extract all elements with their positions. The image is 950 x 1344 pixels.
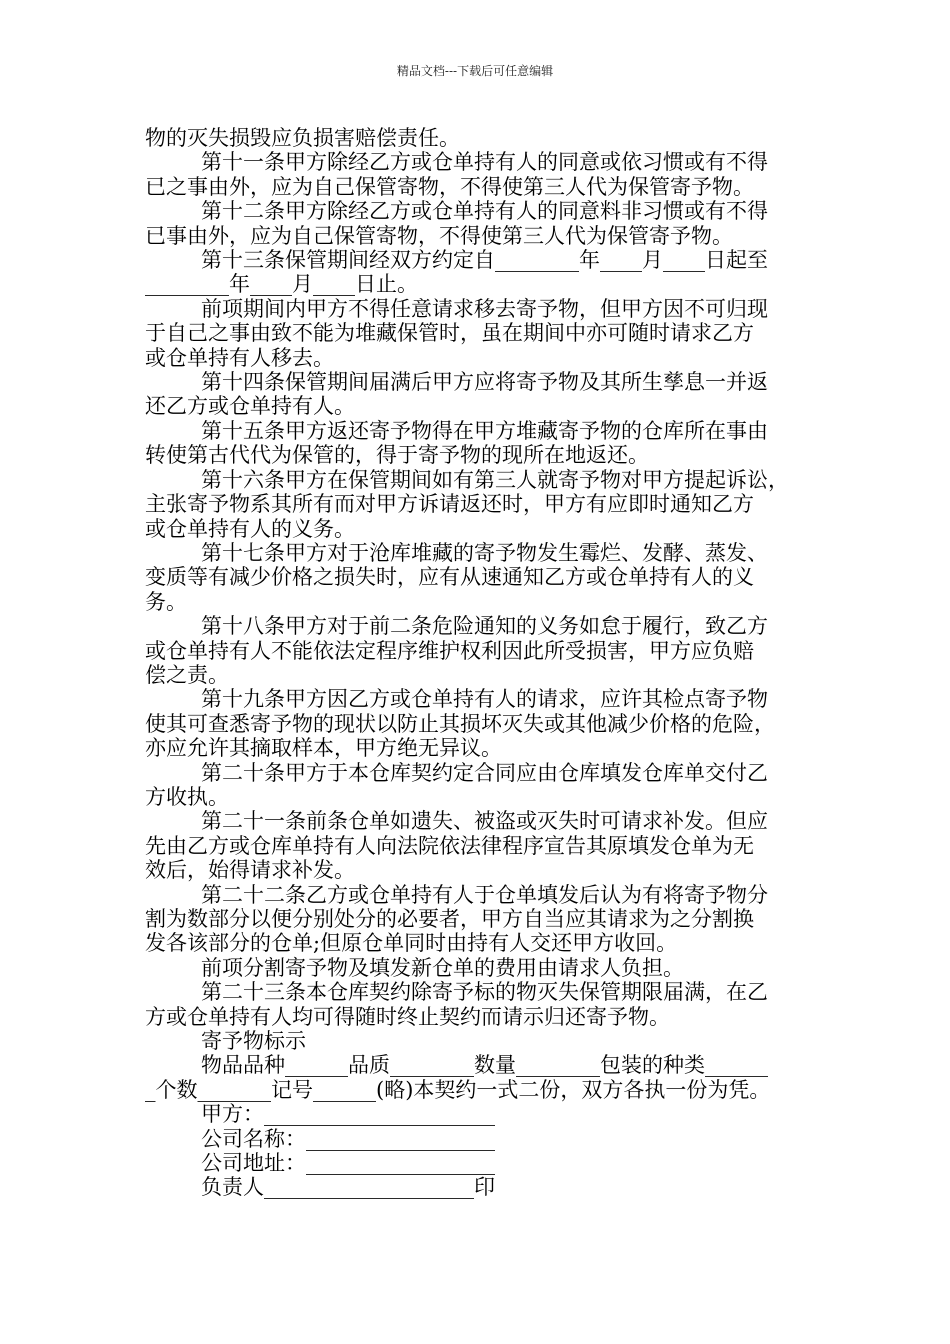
text-line: _个数_______记号______(略)本契约一式二份，双方各执一份为凭。 (145, 1077, 771, 1102)
text-line: 或仓单持有人移去。 (145, 345, 334, 370)
text-line: 亦应允许其摘取样本，甲方绝无异议。 (145, 736, 502, 761)
text-line: 第十八条甲方对于前二条危险通知的义务如怠于履行，致乙方 (201, 614, 768, 639)
text-line: 主张寄予物系其所有而对甲方诉请返还时，甲方有应即时通知乙方 (145, 492, 754, 517)
text-line: 第二十条甲方于本仓库契约定合同应由仓库填发仓库单交付乙 (201, 760, 768, 785)
text-line: 效后，始得请求补发。 (145, 858, 355, 883)
text-line: 物品品种______品质________数量________包装的种类______ (201, 1053, 768, 1078)
text-line: 第十九条甲方因乙方或仓单持有人的请求，应许其检点寄予物 (201, 687, 768, 712)
text-line: 方或仓单持有人均可得随时终止契约而请示归还寄予物。 (145, 1004, 670, 1029)
text-line: 方收执。 (145, 784, 229, 809)
text-line: 甲方：______________________ (201, 1102, 495, 1127)
text-line: 寄予物标示 (201, 1029, 306, 1054)
text-line: 第十一条甲方除经乙方或仓单持有人的同意或依习惯或有不得 (201, 150, 768, 175)
text-line: 偿之责。 (145, 662, 229, 687)
text-line: 转使第古代代为保管的，得于寄予物的现所在地返还。 (145, 443, 649, 468)
text-line: 于自己之事由致不能为堆藏保管时，虽在期间中亦可随时请求乙方 (145, 321, 754, 346)
text-line: 第十六条甲方在保管期间如有第三人就寄予物对甲方提起诉讼， (201, 467, 789, 492)
text-line: 使其可查悉寄予物的现状以防止其损坏灭失或其他减少价格的危险， (145, 711, 775, 736)
text-line: 或仓单持有人不能依法定程序维护权利因此所受损害，甲方应负赔 (145, 638, 754, 663)
text-line: 第十四条保管期间届满后甲方应将寄予物及其所生孳息一并返 (201, 370, 768, 395)
text-line: 第十三条保管期间经双方约定自________年____月____日起至 (201, 248, 768, 273)
text-line: 公司名称：__________________ (201, 1126, 495, 1151)
text-line: 已之事由外，应为自己保管寄物，不得使第三人代为保管寄予物。 (145, 174, 754, 199)
text-line: 第十七条甲方对于沧库堆藏的寄予物发生霉烂、发酵、蒸发、 (201, 540, 768, 565)
text-line: 发各该部分的仓单;但原仓单同时由持有人交还甲方收回。 (145, 931, 678, 956)
contract-body (145, 126, 815, 1200)
text-line: 第十五条甲方返还寄予物得在甲方堆藏寄予物的仓库所在事由 (201, 418, 768, 443)
text-line: 负责人____________________印 (201, 1175, 495, 1200)
text-line: 割为数部分以便分别处分的必要者，甲方自当应其请求为之分割换 (145, 907, 754, 931)
text-line: 已事由外，应为自己保管寄物，不得使第三人代为保管寄予物。 (145, 223, 733, 248)
text-line: ________年____月____日止。 (145, 272, 418, 297)
text-line: 第二十二条乙方或仓单持有人于仓单填发后认为有将寄予物分 (201, 882, 768, 907)
text-line: 前项期间内甲方不得任意请求移去寄予物，但甲方因不可归现 (201, 296, 768, 321)
page-header: 精品文档---下载后可任意编辑 (396, 64, 554, 78)
text-line: 或仓单持有人的义务。 (145, 516, 355, 541)
text-line: 前项分割寄予物及填发新仓单的费用由请求人负担。 (201, 955, 684, 980)
text-line: 务。 (145, 589, 187, 614)
text-line: 第二十三条本仓库契约除寄予标的物灭失保管期限届满，在乙 (201, 980, 768, 1005)
text-line: 物的灭失损毁应负损害赔偿责任。 (145, 126, 460, 150)
text-line: 还乙方或仓单持有人。 (145, 394, 355, 419)
text-line: 第二十一条前条仓单如遗失、被盗或灭失时可请求补发。但应 (201, 809, 768, 834)
text-line: 公司地址：__________________ (201, 1151, 495, 1176)
text-line: 先由乙方或仓库单持有人向法院依法律程序宣告其原填发仓单为无 (145, 833, 754, 858)
text-line: 变质等有减少价格之损失时，应有从速通知乙方或仓单持有人的义 (145, 565, 754, 590)
text-line: 第十二条甲方除经乙方或仓单持有人的同意料非习惯或有不得 (201, 199, 768, 224)
